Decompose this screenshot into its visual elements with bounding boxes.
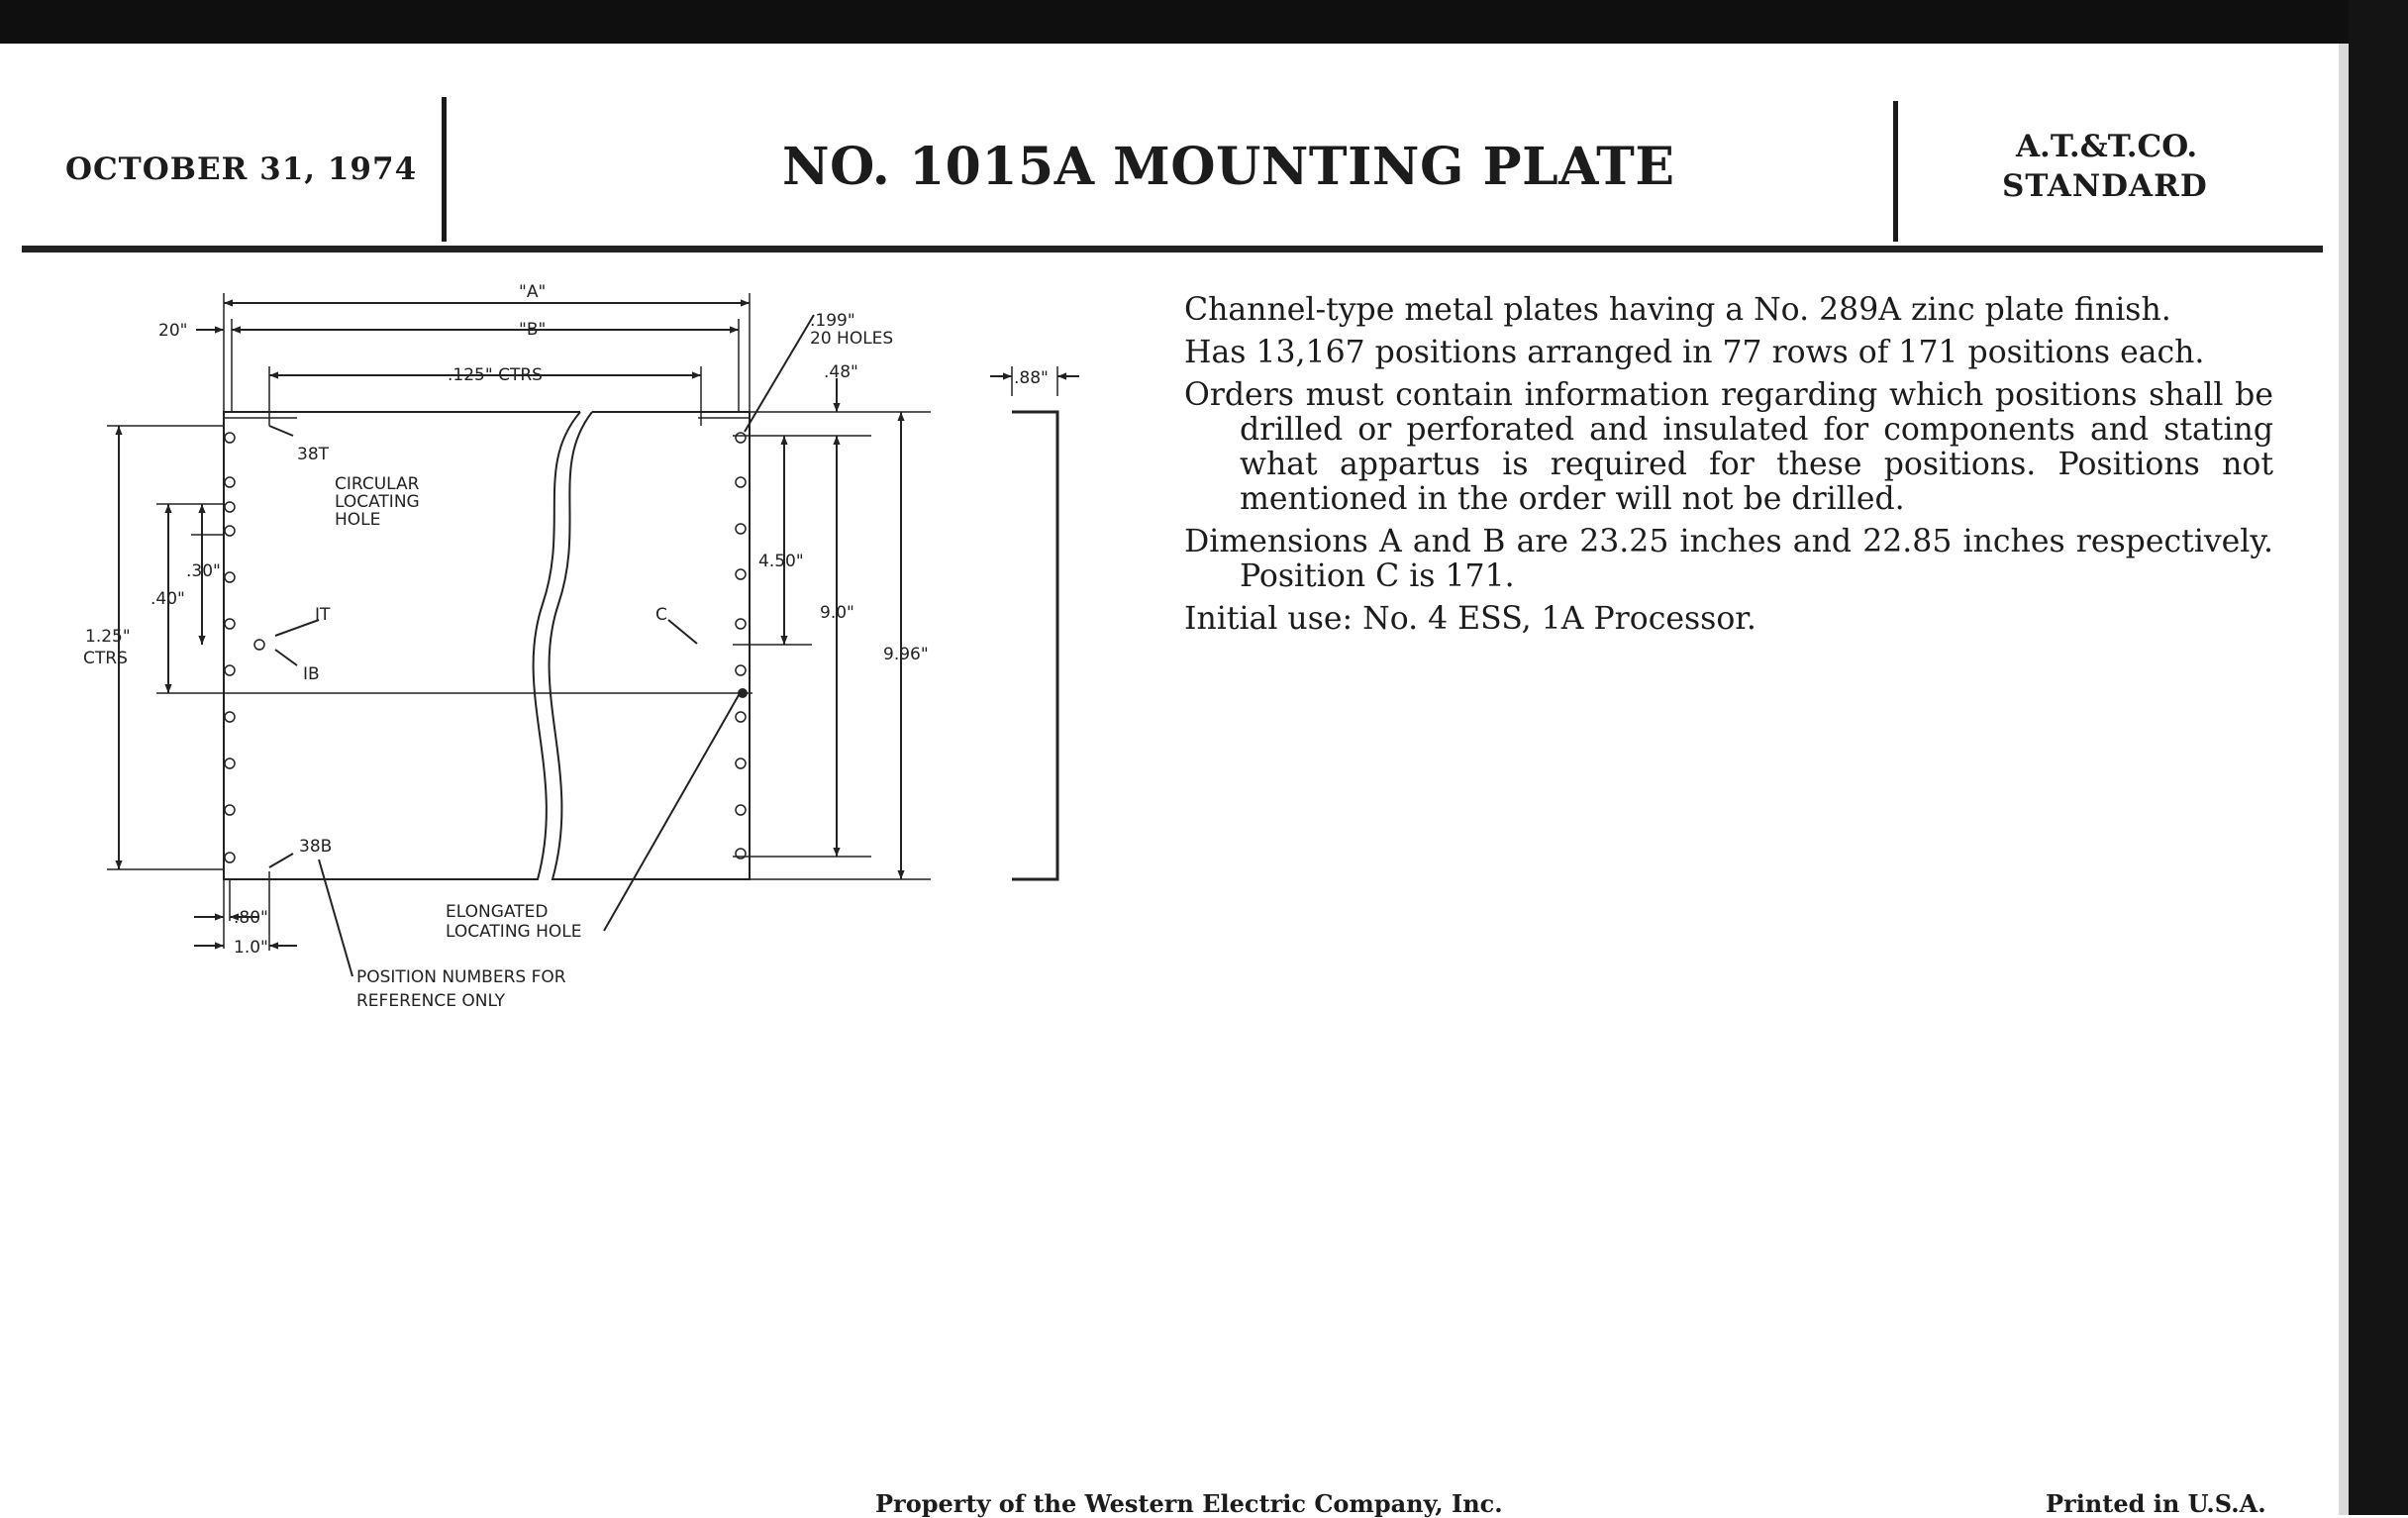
label-elongated-1: ELONGATED: [446, 902, 549, 922]
channel-profile: [1012, 412, 1057, 879]
left-hole-column: [225, 433, 264, 862]
label-position-1: POSITION NUMBERS FOR: [356, 967, 566, 987]
label-circular-2: LOCATING: [335, 492, 420, 512]
label-dim-40: .40": [150, 589, 185, 609]
elongated-hole-mark: [738, 688, 748, 698]
description-finish: Channel-type metal plates having a No. 289A zinc plate finish.: [1184, 292, 2171, 328]
description-initial-use: Initial use: No. 4 ESS, 1A Processor.: [1184, 601, 1756, 637]
label-dim-88: .88": [1014, 368, 1049, 388]
label-1t: IT: [315, 605, 331, 625]
label-dim-10: 1.0": [234, 938, 268, 958]
label-c: C: [655, 605, 667, 625]
label-dim-20: 20": [158, 321, 188, 341]
label-dim-30: .30": [186, 561, 221, 581]
label-dim-996: 9.96": [883, 645, 929, 664]
label-circular-1: CIRCULAR: [335, 474, 420, 494]
plate-right-section: [550, 412, 750, 879]
label-dim-90: 9.0": [820, 603, 854, 623]
label-dim-199: .199": [810, 311, 855, 331]
label-dim-48: .48": [824, 362, 858, 382]
label-elongated-2: LOCATING HOLE: [446, 922, 582, 942]
header-standard-line1: A.T.&T.CO.: [2016, 129, 2198, 164]
label-dim-125-ctrs: .125" CTRS: [448, 365, 543, 385]
label-1b: IB: [303, 664, 320, 684]
label-dim-a: "A": [519, 282, 547, 302]
footer-printed: Printed in U.S.A.: [2046, 1489, 2266, 1518]
label-dim-450: 4.50": [758, 552, 804, 571]
description-orders: Orders must contain information regarding which positions shall be drilled or perforated and insulated for components and stating what appartus is required for these positions. Positions not mentioned in the order will not be drilled.: [1184, 377, 2273, 517]
label-circular-3: HOLE: [335, 510, 381, 530]
footer-property: Property of the Western Electric Company, Inc.: [875, 1489, 1503, 1518]
label-dim-80: .80": [234, 908, 268, 928]
page-title: NO. 1015A MOUNTING PLATE: [782, 137, 1675, 197]
right-hole-column: [736, 433, 746, 859]
header-date: OCTOBER 31, 1974: [65, 152, 418, 187]
label-38b: 38B: [299, 837, 333, 857]
header-standard-line2: STANDARD: [2002, 168, 2208, 204]
label-position-2: REFERENCE ONLY: [356, 991, 506, 1011]
description-dimensions: Dimensions A and B are 23.25 inches and 22.85 inches respectively. Position C is 171.: [1184, 524, 2273, 594]
label-38t: 38T: [297, 445, 330, 464]
label-20-holes: 20 HOLES: [810, 329, 894, 349]
label-dim-ctrs-side: CTRS: [83, 649, 128, 668]
label-dim-b: "B": [519, 320, 547, 340]
description-block: [1184, 293, 2273, 645]
label-dim-125-side: 1.25": [85, 627, 131, 647]
description-positions: Has 13,167 positions arranged in 77 rows of 171 positions each.: [1184, 335, 2205, 370]
